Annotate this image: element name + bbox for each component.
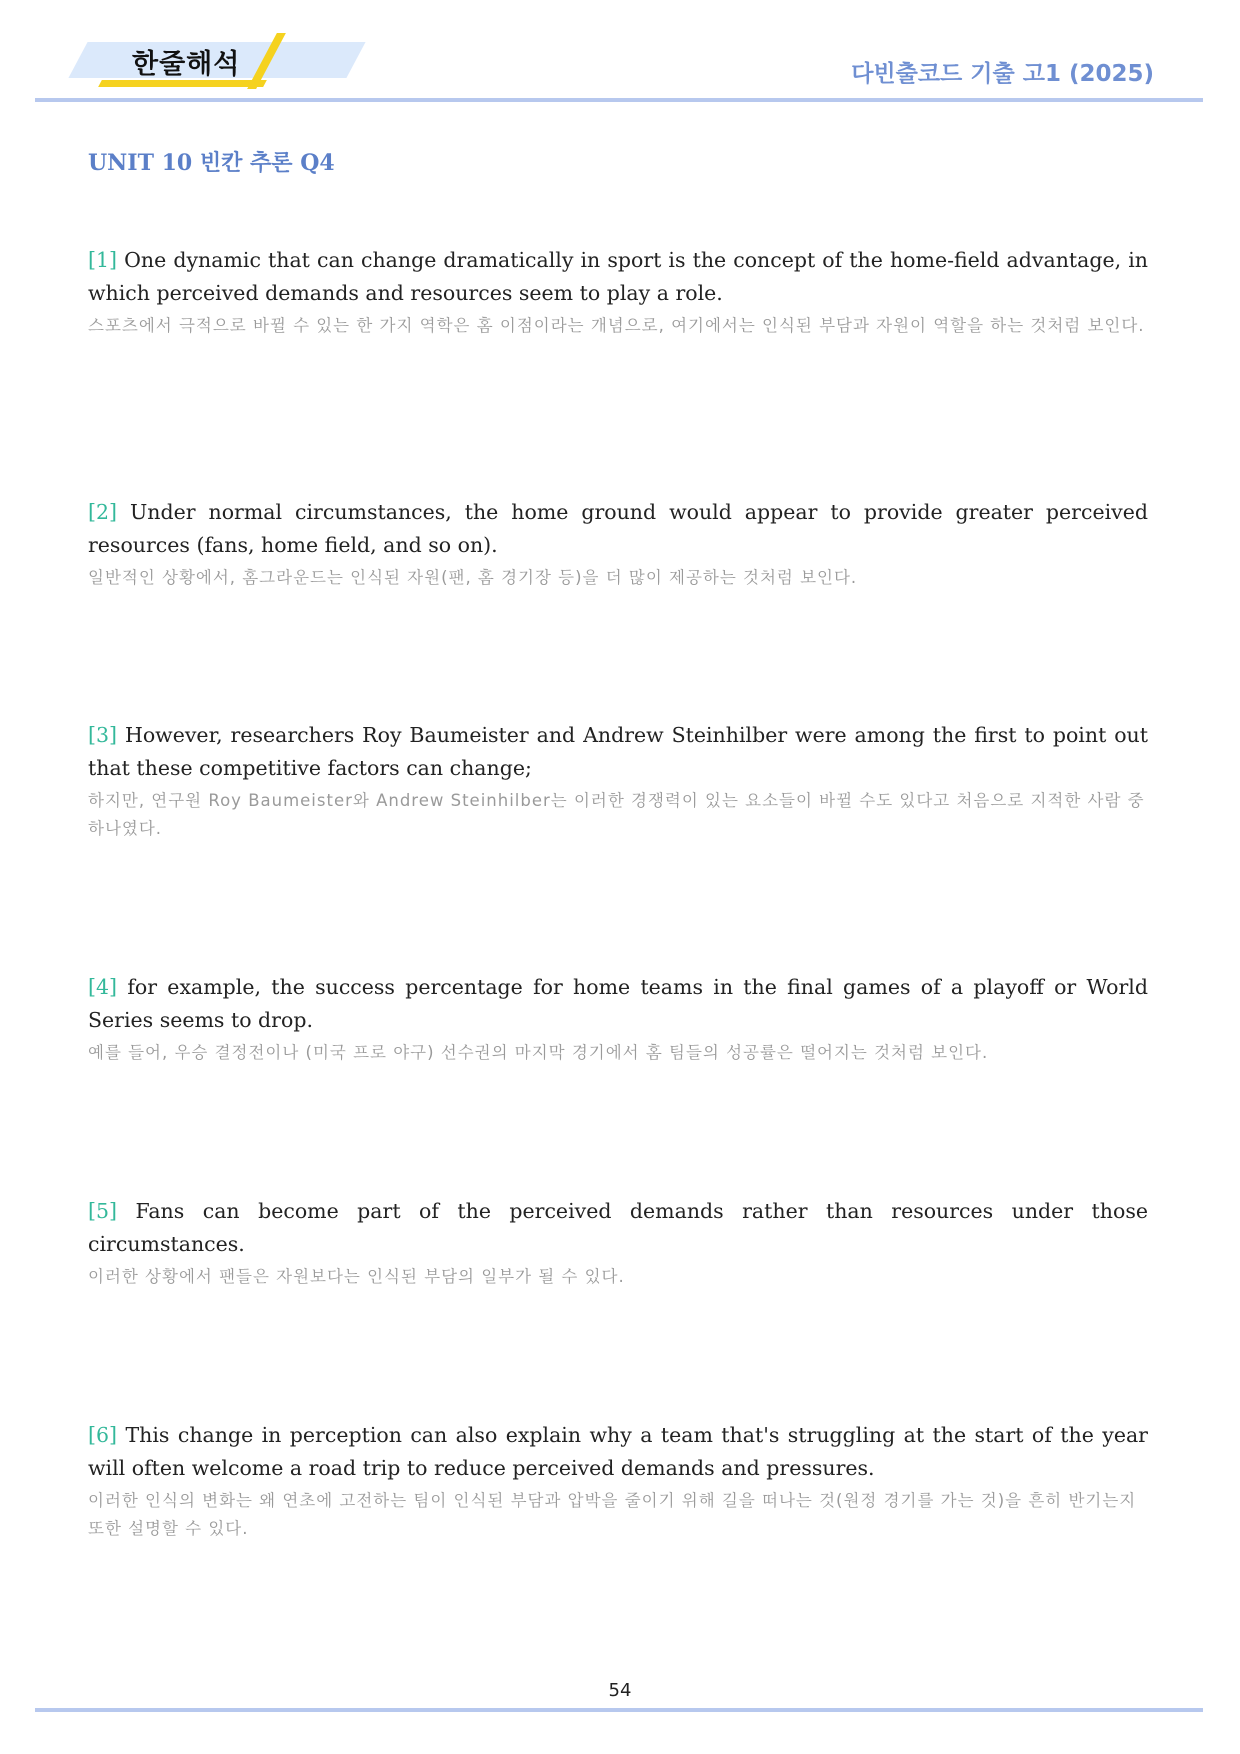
sentence-number: [5]	[88, 1199, 118, 1223]
english-sentence	[88, 1419, 1148, 1485]
english-sentence	[88, 1195, 1148, 1261]
sentence-block-6	[88, 1419, 1148, 1543]
sentence-number: [3]	[88, 723, 118, 747]
footer-divider	[35, 1708, 1203, 1712]
english-text: One dynamic that can change dramatically in sport is the concept of the home-field advantage, in which perceived demands and resources seem to play a role.	[88, 248, 1148, 305]
unit-title: UNIT 10 빈칸 추론 Q4	[88, 150, 335, 176]
header-divider	[35, 98, 1203, 102]
korean-translation: 예를 들어, 우승 결정전이나 (미국 프로 야구) 선수권의 마지막 경기에서 홈 팀들의 성공률은 떨어지는 것처럼 보인다.	[88, 1043, 989, 1062]
english-sentence	[88, 496, 1148, 562]
page-header	[0, 0, 1240, 110]
english-sentence	[88, 719, 1148, 785]
sentence-block-2	[88, 496, 1148, 592]
sentence-block-3	[88, 719, 1148, 843]
korean-translation: 일반적인 상황에서, 홈그라운드는 인식된 자원(팬, 홈 경기장 등)을 더 많이 제공하는 것처럼 보인다.	[88, 568, 858, 587]
sentence-number: [2]	[88, 500, 118, 524]
section-tag-underline-accent	[98, 80, 267, 87]
english-text: This change in perception can also explain why a team that's struggling at the start of the year will often welcome a road trip to reduce perceived demands and pressures.	[88, 1423, 1148, 1480]
korean-translation: 스포츠에서 극적으로 바뀔 수 있는 한 가지 역학은 홈 이점이라는 개념으로, 여기에서는 인식된 부담과 자원이 역할을 하는 것처럼 보인다.	[88, 316, 1145, 335]
section-tag-label: 한줄해석	[132, 49, 241, 80]
document-title: 다빈출코드 기출 고1 (2025)	[851, 61, 1154, 87]
english-text: for example, the success percentage for home teams in the final games of a playoff or World Series seems to drop.	[88, 975, 1148, 1032]
sentence-number: [6]	[88, 1423, 118, 1447]
korean-translation: 하지만, 연구원 Roy Baumeister와 Andrew Steinhilber는 이러한 경쟁력이 있는 요소들이 바뀔 수도 있다고 처음으로 지적한 사람 중 하나였다.	[88, 791, 1145, 838]
sentence-number: [4]	[88, 975, 118, 999]
english-text: However, researchers Roy Baumeister and Andrew Steinhilber were among the first to point out that these competitive factors can change;	[88, 723, 1148, 780]
sentence-block-1	[88, 244, 1148, 340]
sentence-block-5	[88, 1195, 1148, 1291]
english-sentence	[88, 971, 1148, 1037]
page-number: 54	[608, 1680, 632, 1701]
korean-translation: 이러한 인식의 변화는 왜 연초에 고전하는 팀이 인식된 부담과 압박을 줄이기 위해 길을 떠나는 것(원정 경기를 가는 것)을 흔히 반기는지 또한 설명할 수 있다.	[88, 1491, 1137, 1538]
sentence-number: [1]	[88, 248, 118, 272]
sentence-block-4	[88, 971, 1148, 1067]
korean-translation: 이러한 상황에서 팬들은 자원보다는 인식된 부담의 일부가 될 수 있다.	[88, 1267, 625, 1286]
english-sentence	[88, 244, 1148, 310]
english-text: Under normal circumstances, the home ground would appear to provide greater perceived resources (fans, home field, and so on).	[88, 500, 1148, 557]
english-text: Fans can become part of the perceived demands rather than resources under those circumstances.	[88, 1199, 1148, 1256]
